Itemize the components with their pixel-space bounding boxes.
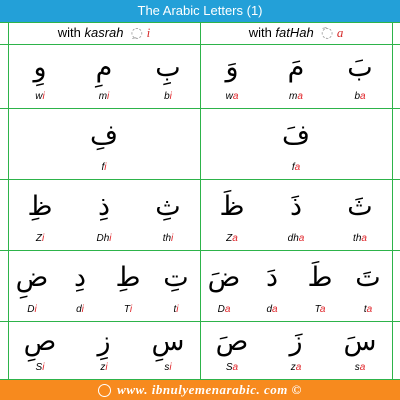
transliteration xyxy=(200,362,264,374)
consonant: f xyxy=(291,162,295,173)
consonant: z xyxy=(290,362,296,373)
vowel: a xyxy=(294,162,301,173)
arabic-letter: دِ xyxy=(73,261,87,293)
vowel: a xyxy=(232,362,239,373)
arabic-letter: صَ xyxy=(215,326,249,357)
consonant: b xyxy=(354,91,360,102)
arabic-letter: زَ xyxy=(289,326,303,357)
letter-cell-fathah xyxy=(200,179,264,250)
header-kasrah xyxy=(8,22,200,44)
letter-cell-fathah xyxy=(264,321,328,379)
consonant: th xyxy=(162,233,172,244)
transliteration xyxy=(8,233,72,245)
arabic-letter: بَ xyxy=(347,52,373,83)
transliteration xyxy=(264,362,328,374)
vowel: i xyxy=(176,304,179,315)
vowel: a xyxy=(295,362,302,373)
consonant: D xyxy=(27,304,35,315)
arabic-letter: ضَ xyxy=(207,261,241,293)
letter-cell-fathah xyxy=(296,250,344,321)
letter-cell-kasrah xyxy=(8,108,200,179)
consonant: t xyxy=(173,304,177,315)
vowel: i xyxy=(107,91,110,102)
transliteration xyxy=(200,304,248,316)
transliteration xyxy=(264,91,328,103)
consonant: T xyxy=(314,304,320,315)
transliteration xyxy=(264,233,328,245)
consonant: Dh xyxy=(96,233,110,244)
letter-cell-kasrah xyxy=(136,179,200,250)
consonant: z xyxy=(100,362,106,373)
consonant: S xyxy=(225,362,233,373)
arabic-letter: فِ xyxy=(90,119,118,151)
consonant: t xyxy=(363,304,367,315)
vowel: a xyxy=(297,91,303,102)
fathah-symbol: a xyxy=(336,25,344,40)
vowel: i xyxy=(105,362,108,373)
letter-cell-kasrah xyxy=(136,321,200,379)
transliteration xyxy=(104,304,152,316)
arabic-letter: تِ xyxy=(163,261,189,293)
letter-cell-fathah xyxy=(264,179,328,250)
header-fathah-prefix: with xyxy=(248,25,276,40)
letter-cell-fathah xyxy=(200,321,264,379)
arabic-letter: ذِ xyxy=(97,190,111,222)
letter-cell-fathah xyxy=(200,44,264,108)
transliteration xyxy=(200,91,264,103)
transliteration xyxy=(56,304,104,316)
transliteration xyxy=(8,362,72,374)
letter-cell-fathah xyxy=(200,250,248,321)
kasrah-mark: ◌ xyxy=(130,25,143,41)
vowel: i xyxy=(129,304,133,315)
vowel: i xyxy=(109,233,112,244)
arabic-letter: فَ xyxy=(282,119,310,151)
vowel: a xyxy=(319,304,326,315)
header-kasrah-prefix: with xyxy=(57,25,85,40)
grid-line-vertical xyxy=(392,22,393,380)
transliteration xyxy=(344,304,392,316)
arabic-letter: دَ xyxy=(265,261,279,293)
letter-cell-kasrah xyxy=(72,179,136,250)
arabic-letter: سِ xyxy=(151,326,185,357)
vowel: i xyxy=(169,91,172,102)
transliteration xyxy=(328,233,392,245)
consonant: th xyxy=(353,233,362,244)
letter-cell-kasrah xyxy=(72,321,136,379)
arabic-letter: بِ xyxy=(155,52,181,83)
arabic-letter: طَ xyxy=(307,261,333,293)
vowel: a xyxy=(360,91,366,102)
transliteration xyxy=(8,304,56,316)
footer-bar xyxy=(0,380,400,400)
transliteration xyxy=(8,162,200,174)
letter-cell-kasrah xyxy=(8,179,72,250)
arabic-letter: ثِ xyxy=(155,190,181,222)
header-fathah-word: fatHah xyxy=(275,25,314,40)
letter-cell-fathah xyxy=(248,250,296,321)
vowel: a xyxy=(272,304,278,315)
letter-cell-fathah xyxy=(200,108,392,179)
consonant: Z xyxy=(226,233,233,244)
arabic-letter: ظَ xyxy=(219,190,245,222)
letter-cell-fathah xyxy=(344,250,392,321)
arabic-letter: مَ xyxy=(287,52,305,83)
vowel: i xyxy=(169,362,172,373)
vowel: a xyxy=(359,362,366,373)
arabic-letter: ضِ xyxy=(15,261,49,293)
transliteration xyxy=(8,91,72,103)
arabic-letter: مِ xyxy=(95,52,113,83)
transliteration xyxy=(296,304,344,316)
consonant: dh xyxy=(287,233,299,244)
kasrah-symbol: i xyxy=(146,25,151,40)
header-fathah xyxy=(200,22,392,44)
arabic-letter: سَ xyxy=(343,326,377,357)
transliteration xyxy=(72,362,136,374)
transliteration xyxy=(200,233,264,245)
transliteration xyxy=(248,304,296,316)
arabic-letter: وِ xyxy=(33,52,47,83)
vowel: a xyxy=(224,304,231,315)
vowel: i xyxy=(104,162,107,173)
globe-icon xyxy=(98,384,111,397)
letter-cell-kasrah xyxy=(72,44,136,108)
consonant: w xyxy=(35,91,43,102)
letter-cell-fathah xyxy=(328,44,392,108)
footer-text: www. ibnulyemenarabic. com © xyxy=(117,382,302,397)
transliteration xyxy=(136,233,200,245)
arabic-letter: طِ xyxy=(115,261,141,293)
vowel: i xyxy=(42,362,45,373)
vowel: a xyxy=(232,91,239,102)
arabic-letter: وَ xyxy=(225,52,239,83)
consonant: d xyxy=(266,304,272,315)
vowel: i xyxy=(34,304,37,315)
arabic-letter: ثَ xyxy=(347,190,373,222)
letter-cell-kasrah xyxy=(8,321,72,379)
letter-cell-kasrah xyxy=(8,44,72,108)
letter-cell-fathah xyxy=(264,44,328,108)
letter-cell-kasrah xyxy=(136,44,200,108)
letter-cell-fathah xyxy=(328,179,392,250)
letter-cell-kasrah xyxy=(152,250,200,321)
vowel: i xyxy=(41,233,45,244)
arabic-letter: ذَ xyxy=(289,190,303,222)
consonant: Z xyxy=(35,233,42,244)
consonant: w xyxy=(225,91,233,102)
consonant: m xyxy=(289,91,298,102)
vowel: i xyxy=(171,233,174,244)
consonant: s xyxy=(354,362,360,373)
consonant: D xyxy=(217,304,225,315)
consonant: s xyxy=(164,362,170,373)
transliteration xyxy=(136,91,200,103)
vowel: a xyxy=(232,233,238,244)
consonant: m xyxy=(98,91,108,102)
transliteration xyxy=(200,162,392,174)
consonant: S xyxy=(35,362,43,373)
fathah-mark: ◌ xyxy=(320,25,334,41)
arabic-letter: تَ xyxy=(355,261,381,293)
letter-cell-kasrah xyxy=(104,250,152,321)
transliteration xyxy=(328,362,392,374)
page-title: The Arabic Letters (1) xyxy=(0,0,400,22)
transliteration xyxy=(136,362,200,374)
arabic-letter: ظِ xyxy=(27,190,53,222)
vowel: a xyxy=(298,233,305,244)
header-kasrah-word: kasrah xyxy=(84,25,124,40)
consonant: b xyxy=(164,91,170,102)
transliteration xyxy=(152,304,200,316)
letter-cell-fathah xyxy=(328,321,392,379)
arabic-letter: صِ xyxy=(23,326,57,357)
letter-cell-kasrah xyxy=(56,250,104,321)
vowel: i xyxy=(42,91,45,102)
transliteration xyxy=(72,91,136,103)
consonant: d xyxy=(76,304,82,315)
arabic-letter: زِ xyxy=(97,326,111,357)
vowel: a xyxy=(361,233,367,244)
consonant: T xyxy=(123,304,130,315)
letter-cell-kasrah xyxy=(8,250,56,321)
transliteration xyxy=(328,91,392,103)
vowel: a xyxy=(366,304,373,315)
transliteration xyxy=(72,233,136,245)
vowel: i xyxy=(81,304,84,315)
consonant: f xyxy=(101,162,105,173)
letter-grid xyxy=(0,22,400,380)
